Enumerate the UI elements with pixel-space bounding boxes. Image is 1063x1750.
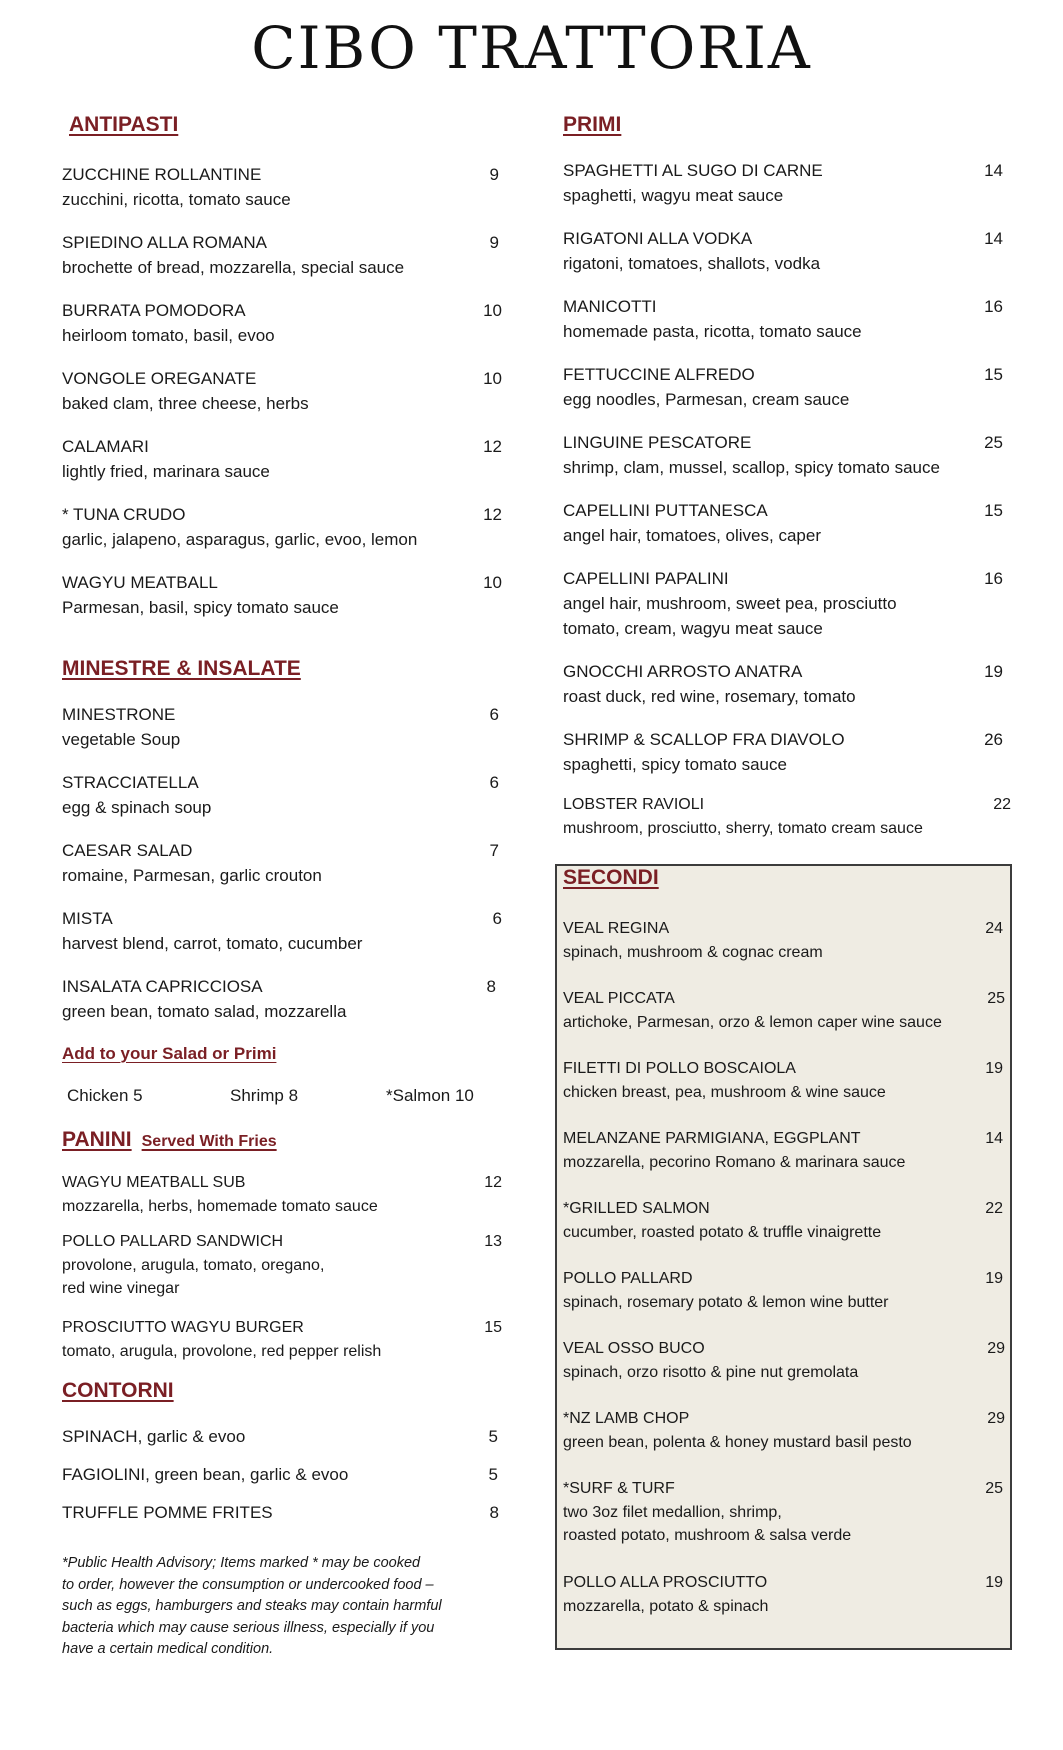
item-name: BURRATA POMODORA (62, 301, 246, 320)
menu-item (62, 770, 502, 820)
item-name: CAESAR SALAD (62, 841, 193, 860)
item-price: 13 (484, 1233, 502, 1250)
menu-item (62, 230, 502, 280)
menu-item (563, 430, 1003, 480)
antipasti-heading: ANTIPASTI (69, 113, 179, 136)
item-name: MINESTRONE (62, 705, 176, 724)
item-desc: cucumber, roasted potato & truffle vinaigrette (563, 1224, 882, 1241)
panini-heading (62, 1128, 277, 1152)
item-name: POLLO PALLARD (563, 1270, 693, 1287)
item-price: 10 (483, 301, 502, 320)
item-desc: spaghetti, spicy tomato sauce (563, 755, 787, 774)
item-price: 5 (488, 1465, 498, 1484)
item-desc: roasted potato, mushroom & salsa verde (563, 1527, 852, 1544)
item-name: MANICOTTI (563, 297, 657, 316)
item-desc: spaghetti, wagyu meat sauce (563, 186, 784, 205)
item-desc: angel hair, mushroom, sweet pea, prosciutto (563, 594, 897, 613)
item-price: 9 (489, 165, 499, 184)
item-desc: lightly fried, marinara sauce (62, 462, 270, 481)
menu-item (62, 1424, 502, 1449)
item-price: 6 (489, 705, 499, 724)
panini-title: PANINI (62, 1128, 132, 1151)
item-name: ZUCCHINE ROLLANTINE (62, 165, 262, 184)
item-price: 22 (985, 1200, 1003, 1217)
item-name: STRACCIATELLA (62, 773, 199, 792)
item-name: RIGATONI ALLA VODKA (563, 229, 753, 248)
item-name: POLLO PALLARD SANDWICH (62, 1233, 284, 1250)
item-name: FAGIOLINI, green bean, garlic & evoo (62, 1465, 349, 1484)
minestre-heading: MINESTRE & INSALATE (62, 657, 301, 680)
item-desc: tomato, cream, wagyu meat sauce (563, 619, 823, 638)
addon-salmon: *Salmon 10 (386, 1086, 474, 1105)
menu-item (62, 974, 502, 1024)
item-desc: mozzarella, herbs, homemade tomato sauce (62, 1198, 378, 1215)
item-name: FETTUCCINE ALFREDO (563, 365, 755, 384)
menu-item (563, 1407, 1003, 1454)
item-desc: spinach, rosemary potato & lemon wine butter (563, 1294, 889, 1311)
menu-item (62, 906, 502, 956)
menu-item (563, 1477, 1003, 1547)
item-name: *NZ LAMB CHOP (563, 1410, 690, 1427)
item-name: TRUFFLE POMME FRITES (62, 1503, 273, 1522)
item-desc: green bean, tomato salad, mozzarella (62, 1002, 347, 1021)
item-desc: roast duck, red wine, rosemary, tomato (563, 687, 856, 706)
menu-item (563, 659, 1003, 709)
item-desc: spinach, orzo risotto & pine nut gremolata (563, 1364, 859, 1381)
item-desc: homemade pasta, ricotta, tomato sauce (563, 322, 862, 341)
item-desc: garlic, jalapeno, asparagus, garlic, evoo, lemon (62, 530, 418, 549)
menu-item (62, 702, 502, 752)
menu-item (62, 298, 502, 348)
item-desc: chicken breast, pea, mushroom & wine sauce (563, 1084, 886, 1101)
item-desc: vegetable Soup (62, 730, 181, 749)
item-price: 16 (984, 569, 1003, 588)
item-desc: mozzarella, potato & spinach (563, 1598, 769, 1615)
item-name: POLLO ALLA PROSCIUTTO (563, 1574, 768, 1591)
item-desc: two 3oz filet medallion, shrimp, (563, 1504, 782, 1521)
restaurant-title: CIBO TRATTORIA (251, 14, 812, 82)
item-price: 12 (483, 505, 502, 524)
menu-item (563, 1127, 1003, 1174)
item-name: WAGYU MEATBALL (62, 573, 218, 592)
menu-item (62, 1462, 502, 1487)
item-name: *SURF & TURF (563, 1480, 675, 1497)
item-price: 25 (984, 433, 1003, 452)
item-price: 15 (484, 1319, 502, 1336)
item-desc: egg noodles, Parmesan, cream sauce (563, 390, 850, 409)
item-price: 10 (483, 573, 502, 592)
item-price: 6 (492, 909, 502, 928)
item-desc: romaine, Parmesan, garlic crouton (62, 866, 322, 885)
secondi-heading: SECONDI (563, 866, 659, 889)
menu-item (563, 566, 1003, 641)
menu-item (62, 162, 502, 212)
menu-item (563, 294, 1003, 344)
item-desc: tomato, arugula, provolone, red pepper relish (62, 1343, 382, 1360)
item-price: 19 (984, 662, 1003, 681)
item-desc: Parmesan, basil, spicy tomato sauce (62, 598, 339, 617)
item-price: 8 (486, 977, 496, 996)
item-price: 16 (984, 297, 1003, 316)
menu-item (563, 362, 1003, 412)
item-desc: heirloom tomato, basil, evoo (62, 326, 275, 345)
panini-subtitle: Served With Fries (141, 1133, 277, 1150)
item-name: VEAL REGINA (563, 920, 670, 937)
menu-item (563, 1267, 1003, 1314)
item-name: VEAL PICCATA (563, 990, 675, 1007)
item-price: 12 (484, 1174, 502, 1191)
item-price: 29 (987, 1410, 1005, 1427)
item-price: 10 (483, 369, 502, 388)
menu-item (62, 838, 502, 888)
item-name: SPINACH, garlic & evoo (62, 1427, 246, 1446)
item-desc: zucchini, ricotta, tomato sauce (62, 190, 291, 209)
item-price: 19 (985, 1270, 1003, 1287)
item-desc: egg & spinach soup (62, 798, 212, 817)
item-desc: mozzarella, pecorino Romano & marinara sauce (563, 1154, 906, 1171)
item-name: WAGYU MEATBALL SUB (62, 1174, 246, 1191)
item-name: LINGUINE PESCATORE (563, 433, 752, 452)
item-desc: harvest blend, carrot, tomato, cucumber (62, 934, 363, 953)
item-price: 26 (984, 730, 1003, 749)
item-desc: rigatoni, tomatoes, shallots, vodka (563, 254, 821, 273)
item-name: VEAL OSSO BUCO (563, 1340, 705, 1357)
item-price: 19 (985, 1574, 1003, 1591)
item-price: 12 (483, 437, 502, 456)
item-name: SPIEDINO ALLA ROMANA (62, 233, 268, 252)
addons-heading: Add to your Salad or Primi (62, 1044, 277, 1063)
item-price: 7 (489, 841, 499, 860)
item-price: 6 (489, 773, 499, 792)
menu-item (563, 1057, 1003, 1104)
item-name: VONGOLE OREGANATE (62, 369, 257, 388)
item-price: 14 (984, 229, 1003, 248)
menu-item (563, 1337, 1003, 1384)
item-price: 19 (985, 1060, 1003, 1077)
item-name: GNOCCHI ARROSTO ANATRA (563, 662, 803, 681)
item-name: *GRILLED SALMON (563, 1200, 710, 1217)
menu-item (62, 1171, 502, 1218)
health-advisory (62, 1553, 482, 1661)
menu-item (563, 987, 1003, 1034)
menu-item (563, 793, 1011, 840)
menu-item (62, 1500, 502, 1525)
item-desc: angel hair, tomatoes, olives, caper (563, 526, 821, 545)
item-name: MISTA (62, 909, 113, 928)
item-desc: brochette of bread, mozzarella, special sauce (62, 258, 405, 277)
item-desc: green bean, polenta & honey mustard basil pesto (563, 1434, 912, 1451)
advisory-line: *Public Health Advisory; Items marked * may be cooked (62, 1555, 421, 1571)
menu-item (563, 158, 1003, 208)
menu-item (62, 366, 502, 416)
primi-heading: PRIMI (563, 113, 622, 136)
item-name: * TUNA CRUDO (62, 505, 186, 524)
menu-item (563, 917, 1003, 964)
menu-item (563, 498, 1003, 548)
item-desc: artichoke, Parmesan, orzo & lemon caper wine sauce (563, 1014, 942, 1031)
item-price: 15 (984, 365, 1003, 384)
item-price: 8 (489, 1503, 499, 1522)
item-price: 25 (985, 1480, 1003, 1497)
advisory-line: bacteria which may cause serious illness, especially if you (62, 1619, 435, 1636)
item-name: CAPELLINI PAPALINI (563, 569, 729, 588)
item-desc: mushroom, prosciutto, sherry, tomato cream sauce (563, 820, 923, 837)
item-desc: baked clam, three cheese, herbs (62, 394, 309, 413)
item-price: 24 (985, 920, 1003, 937)
addon-chicken: Chicken 5 (67, 1086, 143, 1105)
menu-item (563, 1197, 1003, 1244)
item-price: 14 (985, 1130, 1003, 1147)
item-name: CAPELLINI PUTTANESCA (563, 501, 768, 520)
menu-item (563, 1571, 1003, 1618)
menu-item (62, 1316, 502, 1363)
menu-item (62, 1230, 502, 1300)
item-name: LOBSTER RAVIOLI (563, 796, 705, 813)
advisory-line: have a certain medical condition. (62, 1641, 274, 1657)
item-name: SPAGHETTI AL SUGO DI CARNE (563, 161, 823, 180)
item-name: SHRIMP & SCALLOP FRA DIAVOLO (563, 730, 845, 749)
item-desc: red wine vinegar (62, 1280, 180, 1297)
item-desc: spinach, mushroom & cognac cream (563, 944, 823, 961)
item-price: 14 (984, 161, 1003, 180)
item-price: 22 (993, 796, 1011, 813)
advisory-line: to order, however the consumption or undercooked food – (62, 1576, 434, 1593)
item-name: PROSCIUTTO WAGYU BURGER (62, 1319, 304, 1336)
menu-item (62, 434, 502, 484)
menu-item (563, 727, 1003, 777)
item-name: INSALATA CAPRICCIOSA (62, 977, 263, 996)
item-name: FILETTI DI POLLO BOSCAIOLA (563, 1060, 796, 1077)
menu-item (563, 226, 1003, 276)
item-price: 29 (987, 1340, 1005, 1357)
item-price: 15 (984, 501, 1003, 520)
item-name: CALAMARI (62, 437, 149, 456)
advisory-line: such as eggs, hamburgers and steaks may contain harmful (62, 1598, 442, 1614)
item-price: 5 (488, 1427, 498, 1446)
contorni-heading: CONTORNI (62, 1379, 174, 1402)
item-desc: provolone, arugula, tomato, oregano, (62, 1257, 325, 1274)
item-name: MELANZANE PARMIGIANA, EGGPLANT (563, 1130, 861, 1147)
item-price: 25 (987, 990, 1005, 1007)
addon-shrimp: Shrimp 8 (230, 1086, 299, 1105)
menu-item (62, 502, 502, 552)
menu-item (62, 570, 502, 620)
item-desc: shrimp, clam, mussel, scallop, spicy tomato sauce (563, 458, 940, 477)
item-price: 9 (489, 233, 499, 252)
